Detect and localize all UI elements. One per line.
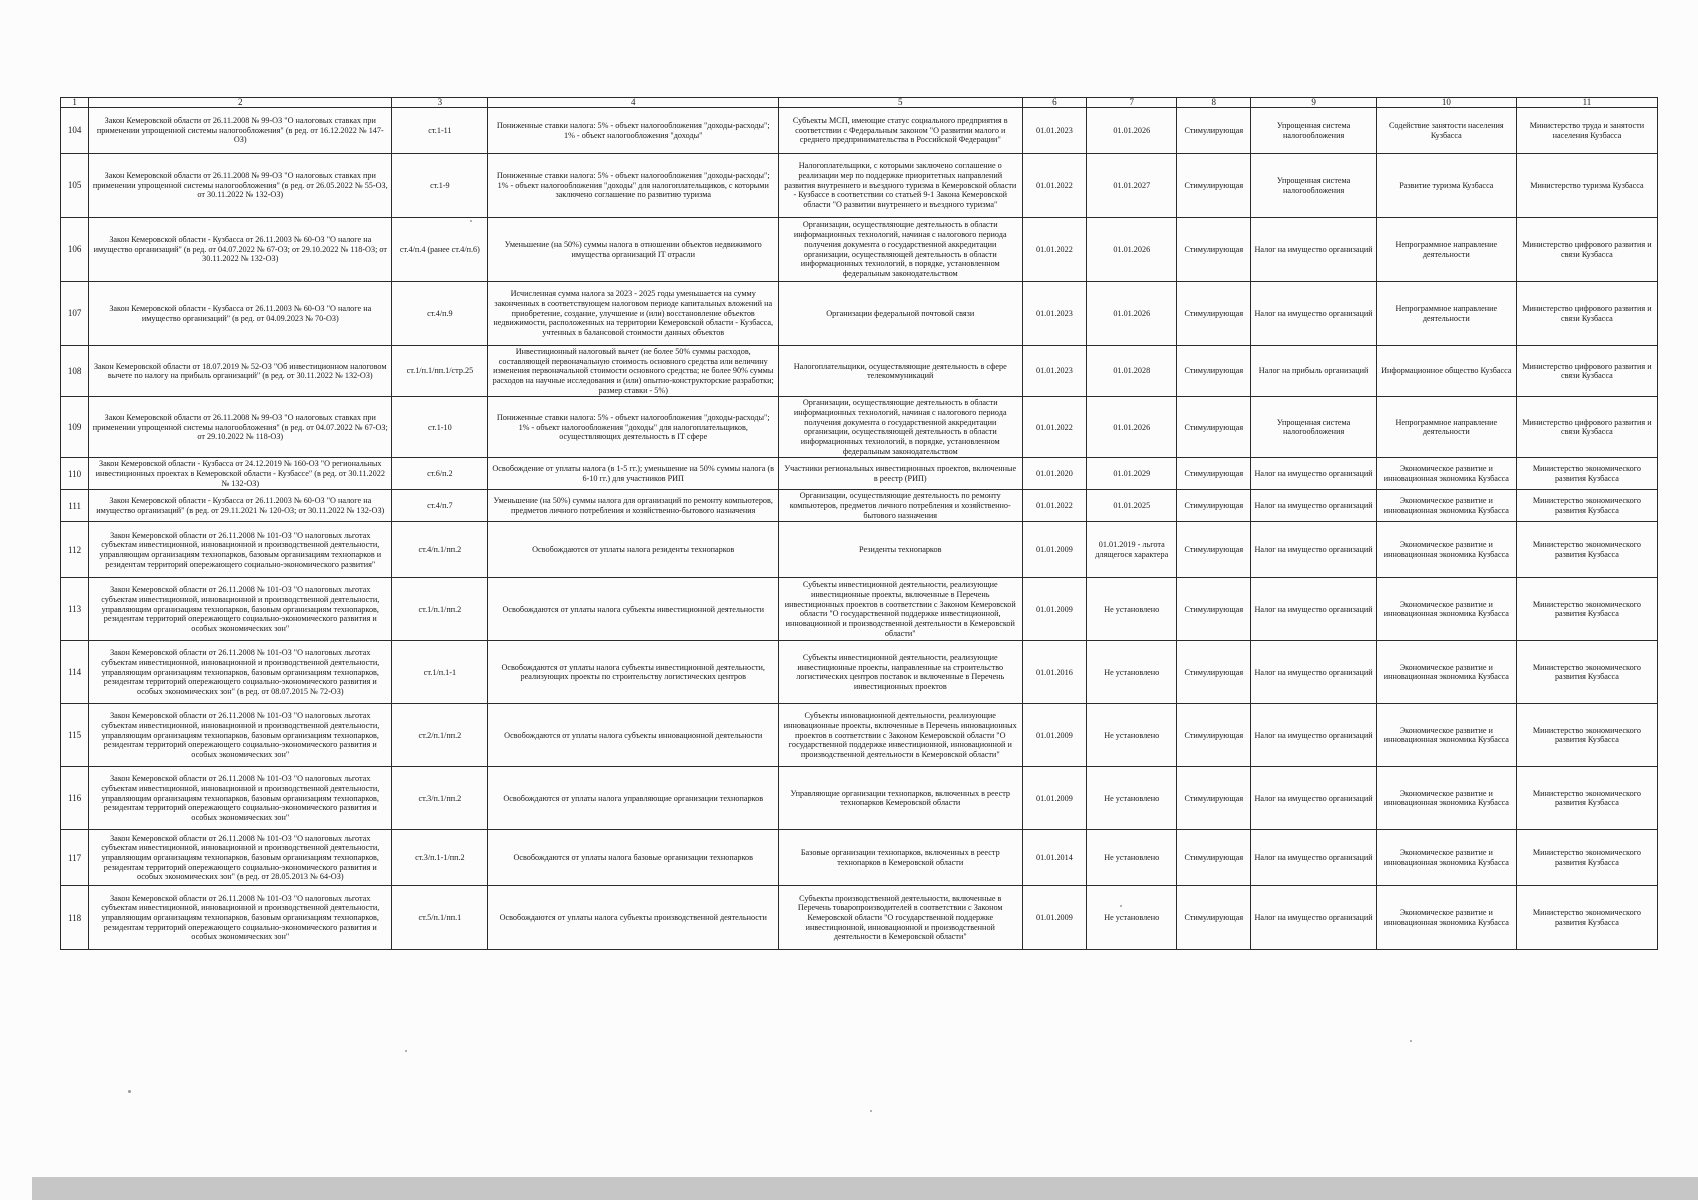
table-row: [61, 397, 1658, 458]
row-number: 113: [61, 578, 89, 641]
curator-ministry: Министерство экономического развития Кузбасса: [1516, 490, 1657, 522]
law-reference: Закон Кемеровской области от 26.11.2008 № 101-ОЗ "О налоговых льготах субъектам инвестиционной, инновационной и производственной деятельности, управляющим организациям технопарков, базовым организациям технопарков, резидентам территорий опережающего социально-экономического развития и особых экономических зон": [89, 704, 392, 767]
law-reference: Закон Кемеровской области от 26.11.2008 № 101-ОЗ "О налоговых льготах субъектам инвестиционной, инновационной и производственной деятельности, управляющим организациям технопарков, базовым организациям технопарков, резидентам территорий опережающего социально-экономического развития и особых экономических зон": [89, 767, 392, 830]
benefit-type: Стимулирующая: [1177, 154, 1251, 218]
tax-name: Упрощенная система налогообложения: [1251, 154, 1376, 218]
tax-benefits-table: [60, 97, 1658, 950]
scan-speck: [405, 1050, 407, 1052]
curator-ministry: Министерство цифрового развития и связи Кузбасса: [1516, 397, 1657, 458]
tax-name: Налог на имущество организаций: [1251, 830, 1376, 886]
row-number: 111: [61, 490, 89, 522]
start-date: 01.01.2022: [1022, 397, 1087, 458]
benefit-recipients: Субъекты МСП, имеющие статус социального предприятия в соответствии с Федеральным законом "О развитии малого и среднего предпринимательства в Российской Федерации": [779, 108, 1023, 154]
benefit-type: Стимулирующая: [1177, 458, 1251, 490]
end-date: Не установлено: [1087, 767, 1177, 830]
benefit-type: Стимулирующая: [1177, 830, 1251, 886]
program-goal: Экономическое развитие и инновационная экономика Кузбасса: [1376, 886, 1516, 950]
article-reference: ст.4/п.7: [392, 490, 488, 522]
article-reference: ст.1/п.1/пп.1/стр.25: [392, 346, 488, 397]
benefit-type: Стимулирующая: [1177, 346, 1251, 397]
tax-name: Упрощенная система налогообложения: [1251, 108, 1376, 154]
benefit-type: Стимулирующая: [1177, 397, 1251, 458]
benefit-type: Стимулирующая: [1177, 886, 1251, 950]
end-date: 01.01.2026: [1087, 397, 1177, 458]
start-date: 01.01.2014: [1022, 830, 1087, 886]
benefit-recipients: Субъекты инновационной деятельности, реализующие инновационные проекты, включенные в Перечень инновационных проектов в соответствии с Законом Кемеровской области "О государственной поддержке инвестиционной, инновационной и производственной деятельности в Кемеровской области": [779, 704, 1023, 767]
scan-speck: [1410, 1040, 1412, 1042]
program-goal: Экономическое развитие и инновационная экономика Кузбасса: [1376, 641, 1516, 704]
curator-ministry: Министерство туризма Кузбасса: [1516, 154, 1657, 218]
program-goal: Экономическое развитие и инновационная экономика Кузбасса: [1376, 830, 1516, 886]
article-reference: ст.4/п.9: [392, 282, 488, 346]
start-date: 01.01.2009: [1022, 767, 1087, 830]
scan-speck: [1120, 905, 1122, 907]
table-row: [61, 578, 1658, 641]
start-date: 01.01.2009: [1022, 522, 1087, 578]
table-row: [61, 346, 1658, 397]
benefit-recipients: Налогоплательщики, осуществляющие деятельность в сфере телекоммуникаций: [779, 346, 1023, 397]
end-date: Не установлено: [1087, 886, 1177, 950]
tax-name: Налог на имущество организаций: [1251, 886, 1376, 950]
law-reference: Закон Кемеровской области от 26.11.2008 № 99-ОЗ "О налоговых ставках при применении упрощенной системы налогообложения" (в ред. от 26.05.2022 № 55-ОЗ, от 30.11.2022 № 132-ОЗ): [89, 154, 392, 218]
program-goal: Экономическое развитие и инновационная экономика Кузбасса: [1376, 704, 1516, 767]
benefit-content: Освобождаются от уплаты налога субъекты инвестиционной деятельности, реализующих проекты по строительству логистических центров: [488, 641, 779, 704]
end-date: Не установлено: [1087, 704, 1177, 767]
program-goal: Непрограммное направление деятельности: [1376, 282, 1516, 346]
benefit-recipients: Организации, осуществляющие деятельность в области информационных технологий, начиная с налогового периода получения документа о государственной аккредитации организации, осуществляющей деятельность в области информационных технологий, в порядке, установленном федеральным законодательством: [779, 397, 1023, 458]
article-reference: ст.1/п.1/пп.2: [392, 578, 488, 641]
curator-ministry: Министерство экономического развития Кузбасса: [1516, 522, 1657, 578]
tax-name: Налог на имущество организаций: [1251, 704, 1376, 767]
row-number: 117: [61, 830, 89, 886]
benefit-type: Стимулирующая: [1177, 108, 1251, 154]
table-row: [61, 522, 1658, 578]
start-date: 01.01.2016: [1022, 641, 1087, 704]
curator-ministry: Министерство экономического развития Кузбасса: [1516, 830, 1657, 886]
start-date: 01.01.2022: [1022, 154, 1087, 218]
benefit-type: Стимулирующая: [1177, 522, 1251, 578]
curator-ministry: Министерство труда и занятости населения Кузбасса: [1516, 108, 1657, 154]
column-number-5: 5: [779, 98, 1023, 108]
article-reference: ст.1/п.1-1: [392, 641, 488, 704]
end-date: 01.01.2019 - льгота длящегося характера: [1087, 522, 1177, 578]
tax-name: Налог на имущество организаций: [1251, 641, 1376, 704]
article-reference: ст.1-11: [392, 108, 488, 154]
curator-ministry: Министерство экономического развития Кузбасса: [1516, 458, 1657, 490]
benefit-type: Стимулирующая: [1177, 490, 1251, 522]
start-date: 01.01.2009: [1022, 704, 1087, 767]
end-date: Не установлено: [1087, 578, 1177, 641]
tax-name: Налог на имущество организаций: [1251, 522, 1376, 578]
benefit-content: Уменьшение (на 50%) суммы налога в отношении объектов недвижимого имущества организаций IT отрасли: [488, 218, 779, 282]
benefit-content: Освобождаются от уплаты налога субъекты производственной деятельности: [488, 886, 779, 950]
benefit-content: Освобождаются от уплаты налога управляющие организации технопарков: [488, 767, 779, 830]
benefit-recipients: Организации, осуществляющие деятельность по ремонту компьютеров, предметов личного потребления и хозяйственно-бытового назначения: [779, 490, 1023, 522]
curator-ministry: Министерство экономического развития Кузбасса: [1516, 641, 1657, 704]
program-goal: Экономическое развитие и инновационная экономика Кузбасса: [1376, 578, 1516, 641]
row-number: 107: [61, 282, 89, 346]
row-number: 104: [61, 108, 89, 154]
table-row: [61, 886, 1658, 950]
column-number-row: [61, 98, 1658, 108]
benefit-content: Уменьшение (на 50%) суммы налога для организаций по ремонту компьютеров, предметов личного потребления и хозяйственно-бытового назначения: [488, 490, 779, 522]
program-goal: Развитие туризма Кузбасса: [1376, 154, 1516, 218]
start-date: 01.01.2022: [1022, 218, 1087, 282]
curator-ministry: Министерство цифрового развития и связи Кузбасса: [1516, 346, 1657, 397]
tax-name: Налог на имущество организаций: [1251, 218, 1376, 282]
end-date: Не установлено: [1087, 641, 1177, 704]
end-date: 01.01.2025: [1087, 490, 1177, 522]
tax-name: Налог на прибыль организаций: [1251, 346, 1376, 397]
benefit-type: Стимулирующая: [1177, 767, 1251, 830]
law-reference: Закон Кемеровской области от 26.11.2008 № 101-ОЗ "О налоговых льготах субъектам инвестиционной, инновационной и производственной деятельности, управляющим организациям технопарков, базовым организациям технопарков, резидентам территорий опережающего социально-экономического развития и особых экономических зон" (в ред. от 28.05.2013 № 64-ОЗ): [89, 830, 392, 886]
column-number-2: 2: [89, 98, 392, 108]
curator-ministry: Министерство экономического развития Кузбасса: [1516, 704, 1657, 767]
benefit-content: Пониженные ставки налога: 5% - объект налогообложения "доходы-расходы"; 1% - объект налогообложения "доходы": [488, 108, 779, 154]
end-date: 01.01.2026: [1087, 108, 1177, 154]
program-goal: Информационное общество Кузбасса: [1376, 346, 1516, 397]
benefit-content: Освобождаются от уплаты налога базовые организации технопарков: [488, 830, 779, 886]
benefit-type: Стимулирующая: [1177, 641, 1251, 704]
law-reference: Закон Кемеровской области - Кузбасса от 26.11.2003 № 60-ОЗ "О налоге на имущество организаций" (в ред. от 04.09.2023 № 70-ОЗ): [89, 282, 392, 346]
curator-ministry: Министерство цифрового развития и связи Кузбасса: [1516, 218, 1657, 282]
tax-name: Упрощенная система налогообложения: [1251, 397, 1376, 458]
benefit-content: Пониженные ставки налога: 5% - объект налогообложения "доходы-расходы"; 1% - объект налогообложения "доходы" для налогоплательщиков, осуществляющих деятельность в IT сфере: [488, 397, 779, 458]
table-row: [61, 490, 1658, 522]
row-number: 105: [61, 154, 89, 218]
end-date: Не установлено: [1087, 830, 1177, 886]
law-reference: Закон Кемеровской области от 26.11.2008 № 99-ОЗ "О налоговых ставках при применении упрощенной системы налогообложения" (в ред. от 16.12.2022 № 147-ОЗ): [89, 108, 392, 154]
table-row: [61, 458, 1658, 490]
program-goal: Экономическое развитие и инновационная экономика Кузбасса: [1376, 490, 1516, 522]
tax-name: Налог на имущество организаций: [1251, 458, 1376, 490]
benefit-recipients: Базовые организации технопарков, включенных в реестр технопарков в Кемеровской области: [779, 830, 1023, 886]
tax-name: Налог на имущество организаций: [1251, 578, 1376, 641]
benefit-recipients: Налогоплательщики, с которыми заключено соглашение о реализации мер по поддержке приоритетных направлений развития внутреннего и въездного туризма в Кемеровской области - Кузбассе в соответствии со статьей 9-1 Закона Кемеровской области "О развитии внутреннего и въездного туризма": [779, 154, 1023, 218]
benefit-content: Освобождаются от уплаты налога субъекты инвестиционной деятельности: [488, 578, 779, 641]
program-goal: Экономическое развитие и инновационная экономика Кузбасса: [1376, 522, 1516, 578]
article-reference: ст.6/п.2: [392, 458, 488, 490]
tax-name: Налог на имущество организаций: [1251, 490, 1376, 522]
law-reference: Закон Кемеровской области от 26.11.2008 № 101-ОЗ "О налоговых льготах субъектам инвестиционной, инновационной и производственной деятельности, управляющим организациям технопарков, базовым организациям технопарков, резидентам территорий опережающего социально-экономического развития и особых экономических зон" (в ред. от 08.07.2015 № 72-ОЗ): [89, 641, 392, 704]
end-date: 01.01.2029: [1087, 458, 1177, 490]
row-number: 108: [61, 346, 89, 397]
benefit-content: Пониженные ставки налога: 5% - объект налогообложения "доходы-расходы"; 1% - объект налогообложения "доходы" для налогоплательщиков, с которыми заключено соглашение по развитию туризма: [488, 154, 779, 218]
start-date: 01.01.2020: [1022, 458, 1087, 490]
benefit-type: Стимулирующая: [1177, 282, 1251, 346]
article-reference: ст.4/п.1/пп.2: [392, 522, 488, 578]
table-row: [61, 154, 1658, 218]
benefit-type: Стимулирующая: [1177, 578, 1251, 641]
law-reference: Закон Кемеровской области - Кузбасса от 26.11.2003 № 60-ОЗ "О налоге на имущество организаций" (в ред. от 04.07.2022 № 67-ОЗ; от 29.10.2022 № 118-ОЗ; от 30.11.2022 № 132-ОЗ): [89, 218, 392, 282]
end-date: 01.01.2026: [1087, 218, 1177, 282]
table-row: [61, 641, 1658, 704]
column-number-11: 11: [1516, 98, 1657, 108]
table-row: [61, 108, 1658, 154]
curator-ministry: Министерство экономического развития Кузбасса: [1516, 767, 1657, 830]
benefit-type: Стимулирующая: [1177, 218, 1251, 282]
scan-speck: [128, 1090, 131, 1093]
end-date: 01.01.2027: [1087, 154, 1177, 218]
program-goal: Экономическое развитие и инновационная экономика Кузбасса: [1376, 458, 1516, 490]
law-reference: Закон Кемеровской области от 26.11.2008 № 101-ОЗ "О налоговых льготах субъектам инвестиционной, инновационной и производственной деятельности, управляющим организациям технопарков, базовым организациям технопарков и резидентам территорий опережающего социально-экономического развития": [89, 522, 392, 578]
table-row: [61, 282, 1658, 346]
scan-speck: [470, 220, 472, 222]
law-reference: Закон Кемеровской области от 18.07.2019 № 52-ОЗ "Об инвестиционном налоговом вычете по налогу на прибыль организаций" (в ред. от 30.11.2022 № 132-ОЗ): [89, 346, 392, 397]
column-number-6: 6: [1022, 98, 1087, 108]
row-number: 112: [61, 522, 89, 578]
tax-name: Налог на имущество организаций: [1251, 767, 1376, 830]
start-date: 01.01.2023: [1022, 108, 1087, 154]
program-goal: Экономическое развитие и инновационная экономика Кузбасса: [1376, 767, 1516, 830]
benefit-type: Стимулирующая: [1177, 704, 1251, 767]
start-date: 01.01.2022: [1022, 490, 1087, 522]
curator-ministry: Министерство цифрового развития и связи Кузбасса: [1516, 282, 1657, 346]
benefit-content: Освобождаются от уплаты налога резиденты технопарков: [488, 522, 779, 578]
program-goal: Непрограммное направление деятельности: [1376, 218, 1516, 282]
column-number-7: 7: [1087, 98, 1177, 108]
scan-speck: [870, 1110, 872, 1112]
benefit-recipients: Организации федеральной почтовой связи: [779, 282, 1023, 346]
column-number-10: 10: [1376, 98, 1516, 108]
row-number: 116: [61, 767, 89, 830]
article-reference: ст.1-9: [392, 154, 488, 218]
article-reference: ст.1-10: [392, 397, 488, 458]
row-number: 106: [61, 218, 89, 282]
tax-name: Налог на имущество организаций: [1251, 282, 1376, 346]
start-date: 01.01.2023: [1022, 346, 1087, 397]
table-row: [61, 830, 1658, 886]
end-date: 01.01.2026: [1087, 282, 1177, 346]
row-number: 115: [61, 704, 89, 767]
table-row: [61, 767, 1658, 830]
row-number: 109: [61, 397, 89, 458]
column-number-3: 3: [392, 98, 488, 108]
article-reference: ст.2/п.1/пп.2: [392, 704, 488, 767]
law-reference: Закон Кемеровской области - Кузбасса от 26.11.2003 № 60-ОЗ "О налоге на имущество организаций" (в ред. от 29.11.2021 № 120-ОЗ; от 30.11.2022 № 132-ОЗ): [89, 490, 392, 522]
row-number: 118: [61, 886, 89, 950]
column-number-4: 4: [488, 98, 779, 108]
end-date: 01.01.2028: [1087, 346, 1177, 397]
row-number: 114: [61, 641, 89, 704]
benefit-recipients: Субъекты производственной деятельности, включенные в Перечень товаропроизводителей в соответствии с Законом Кемеровской области "О государственной поддержке инвестиционной, инновационной и производственной деятельности в Кемеровской области": [779, 886, 1023, 950]
benefit-recipients: Управляющие организации технопарков, включенных в реестр технопарков Кемеровской области: [779, 767, 1023, 830]
curator-ministry: Министерство экономического развития Кузбасса: [1516, 578, 1657, 641]
benefit-content: Освобождение от уплаты налога (в 1-5 гг.); уменьшение на 50% суммы налога (в 6-10 гг.) для участников РИП: [488, 458, 779, 490]
law-reference: Закон Кемеровской области - Кузбасса от 24.12.2019 № 160-ОЗ "О региональных инвестиционных проектах в Кемеровской области - Кузбассе" (в ред. от 30.11.2022 № 132-ОЗ): [89, 458, 392, 490]
scanner-bottom-bar: [32, 1177, 1698, 1200]
benefit-recipients: Субъекты инвестиционной деятельности, реализующие инвестиционные проекты, включенные в Перечень инвестиционных проектов в соответствии с Законом Кемеровской области "О государственной поддержке инвестиционной, инновационной и производственной деятельности в Кемеровской области": [779, 578, 1023, 641]
start-date: 01.01.2023: [1022, 282, 1087, 346]
article-reference: ст.4/п.4 (ранее ст.4/п.6): [392, 218, 488, 282]
law-reference: Закон Кемеровской области от 26.11.2008 № 99-ОЗ "О налоговых ставках при применении упрощенной системы налогообложения" (в ред. от 04.07.2022 № 67-ОЗ; от 29.10.2022 № 118-ОЗ): [89, 397, 392, 458]
benefit-recipients: Субъекты инвестиционной деятельности, реализующие инвестиционные проекты, направленные на строительство логистических центров поставок и включенные в Перечень инвестиционных проектов: [779, 641, 1023, 704]
row-number: 110: [61, 458, 89, 490]
benefit-content: Инвестиционный налоговый вычет (не более 50% суммы расходов, составляющей первоначальную стоимость основного средства или величину изменения первоначальной стоимости основного средства; не более 90% суммы расходов на научные исследования и (или) опытно-конструкторские разработки; размер ставки - 5%): [488, 346, 779, 397]
benefit-recipients: Резиденты технопарков: [779, 522, 1023, 578]
benefit-content: Освобождаются от уплаты налога субъекты инновационной деятельности: [488, 704, 779, 767]
article-reference: ст.5/п.1/пп.1: [392, 886, 488, 950]
article-reference: ст.3/п.1/пп.2: [392, 767, 488, 830]
benefit-recipients: Участники региональных инвестиционных проектов, включенные в реестр (РИП): [779, 458, 1023, 490]
law-reference: Закон Кемеровской области от 26.11.2008 № 101-ОЗ "О налоговых льготах субъектам инвестиционной, инновационной и производственной деятельности, управляющим организациям технопарков, базовым организациям технопарков, резидентам территорий опережающего социально-экономического развития и особых экономических зон": [89, 578, 392, 641]
column-number-1: 1: [61, 98, 89, 108]
column-number-8: 8: [1177, 98, 1251, 108]
program-goal: Содействие занятости населения Кузбасса: [1376, 108, 1516, 154]
table-row: [61, 218, 1658, 282]
start-date: 01.01.2009: [1022, 886, 1087, 950]
start-date: 01.01.2009: [1022, 578, 1087, 641]
curator-ministry: Министерство экономического развития Кузбасса: [1516, 886, 1657, 950]
benefit-content: Исчисленная сумма налога за 2023 - 2025 годы уменьшается на сумму законченных в соответствующем налоговом периоде капитальных вложений на приобретение, создание, улучшение и (или) восстановление объектов недвижимости, расположенных на территории Кемеровской области - Кузбасса, учтенных в балансовой стоимости данных объектов: [488, 282, 779, 346]
program-goal: Непрограммное направление деятельности: [1376, 397, 1516, 458]
table-row: [61, 704, 1658, 767]
column-number-9: 9: [1251, 98, 1376, 108]
benefit-recipients: Организации, осуществляющие деятельность в области информационных технологий, начиная с налогового периода получения документа о государственной аккредитации организации, осуществляющей деятельность в области информационных технологий, в порядке, установленном федеральным законодательством: [779, 218, 1023, 282]
table-body: [61, 98, 1658, 950]
article-reference: ст.3/п.1-1/пп.2: [392, 830, 488, 886]
law-reference: Закон Кемеровской области от 26.11.2008 № 101-ОЗ "О налоговых льготах субъектам инвестиционной, инновационной и производственной деятельности, управляющим организациям технопарков, базовым организациям технопарков, резидентам территорий опережающего социально-экономического развития и особых экономических зон": [89, 886, 392, 950]
